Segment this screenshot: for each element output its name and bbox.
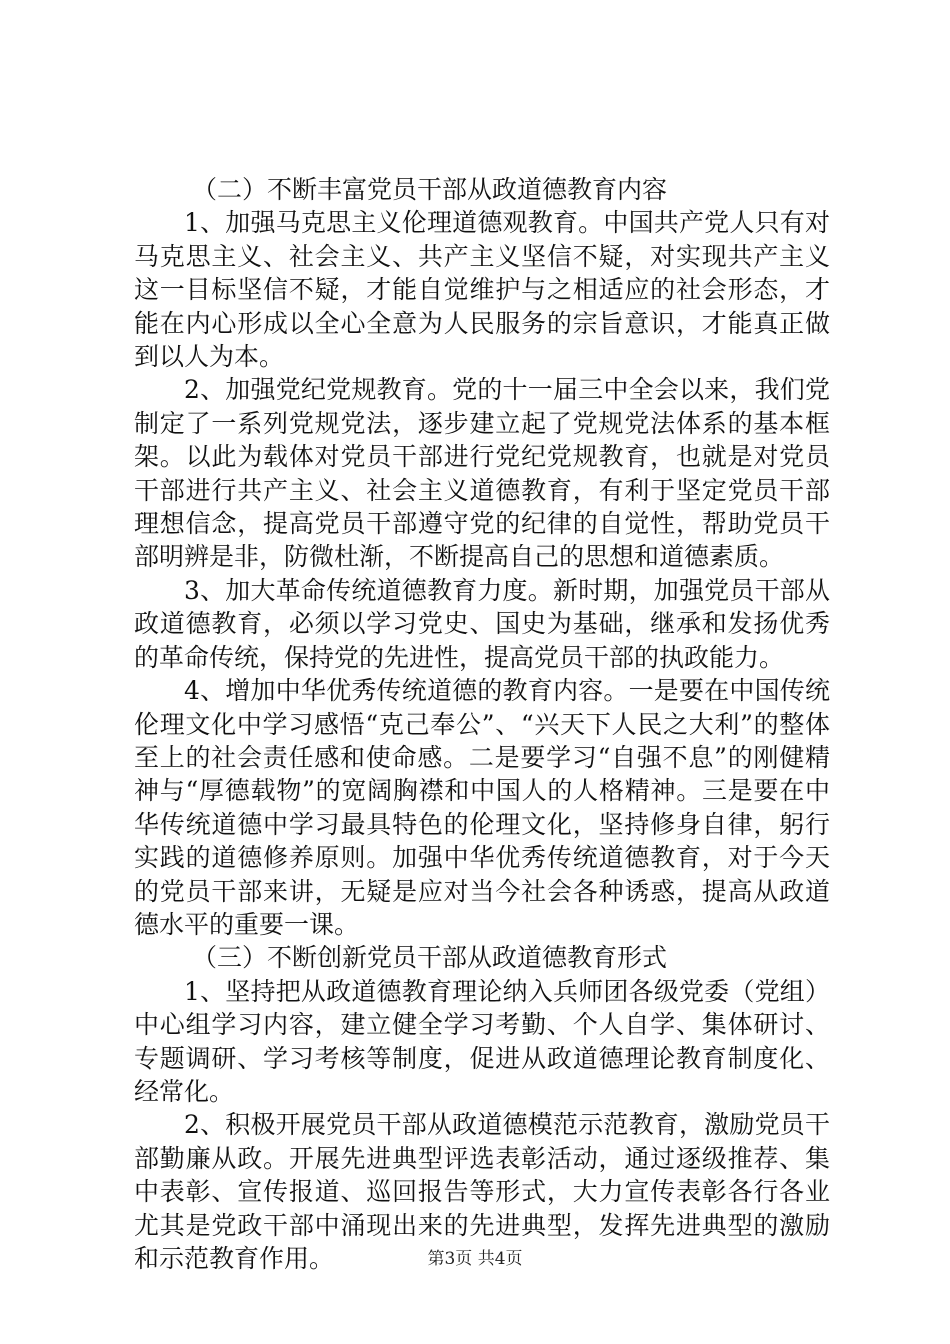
paragraph-2-1: 1、加强马克思主义伦理道德观教育。中国共产党人只有对马克思主义、社会主义、共产主义坚信不疑，对实现共产主义这一目标坚信不疑，才能自觉维护与之相适应的社会形态，才能在内心形成以全心全意为人民服务的宗旨意识，才能真正做到以人为本。 — [134, 208, 830, 372]
section-heading-2: （二）不断丰富党员干部从政道德教育内容 — [192, 175, 668, 204]
section-heading-3: （三）不断创新党员干部从政道德教育形式 — [192, 943, 668, 973]
paragraph-2-3: 3、加大革命传统道德教育力度。新时期，加强党员干部从政道德教育，必须以学习党史、国史为基础，继承和发扬优秀的革命传统，保持党的先进性，提高党员干部的执政能力。 — [134, 575, 830, 672]
paragraph-3-1: 1、坚持把从政道德教育理论纳入兵师团各级党委（党组）中心组学习内容，建立健全学习考勤、个人自学、集体研讨、专题调研、学习考核等制度，促进从政道德理论教育制度化、经常化。 — [134, 976, 830, 1106]
paragraph-2-4: 4、增加中华优秀传统道德的教育内容。一是要在中国传统伦理文化中学习感悟“克己奉公”、“兴天下人民之大利”的整体至上的社会责任感和使命感。二是要学习“自强不息”的刚健精神与“厚德载物”的宽阔胸襟和中国人的人格精神。三是要在中华传统道德中学习最具特色的伦理文化，坚持修身自律，躬行实践的道德修养原则。加强中华优秀传统道德教育，对于今天的党员干部来讲，无疑是应对当今社会各种诱惑，提高从政道德水平的重要一课。 — [134, 676, 830, 939]
document-body — [134, 173, 830, 1275]
paragraph-2-2: 2、加强党纪党规教育。党的十一届三中全会以来，我们党制定了一系列党规党法，逐步建立起了党规党法体系的基本框架。以此为载体对党员干部进行党纪党规教育，也就是对党员干部进行共产主义、社会主义道德教育，有利于坚定党员干部理想信念，提高党员干部遵守党的纪律的自觉性，帮助党员干部明辨是非，防微杜渐，不断提高自己的思想和道德素质。 — [134, 375, 830, 572]
page-footer: 第3页 共4页 — [427, 1249, 523, 1269]
paragraph-3-2: 2、积极开展党员干部从政道德模范示范教育，激励党员干部勤廉从政。开展先进典型评选表彰活动，通过逐级推荐、集中表彰、宣传报道、巡回报告等形式，大力宣传表彰各行各业尤其是党政干部中涌现出来的先进典型，发挥先进典型的激励和示范教育作用。 — [134, 1110, 830, 1273]
